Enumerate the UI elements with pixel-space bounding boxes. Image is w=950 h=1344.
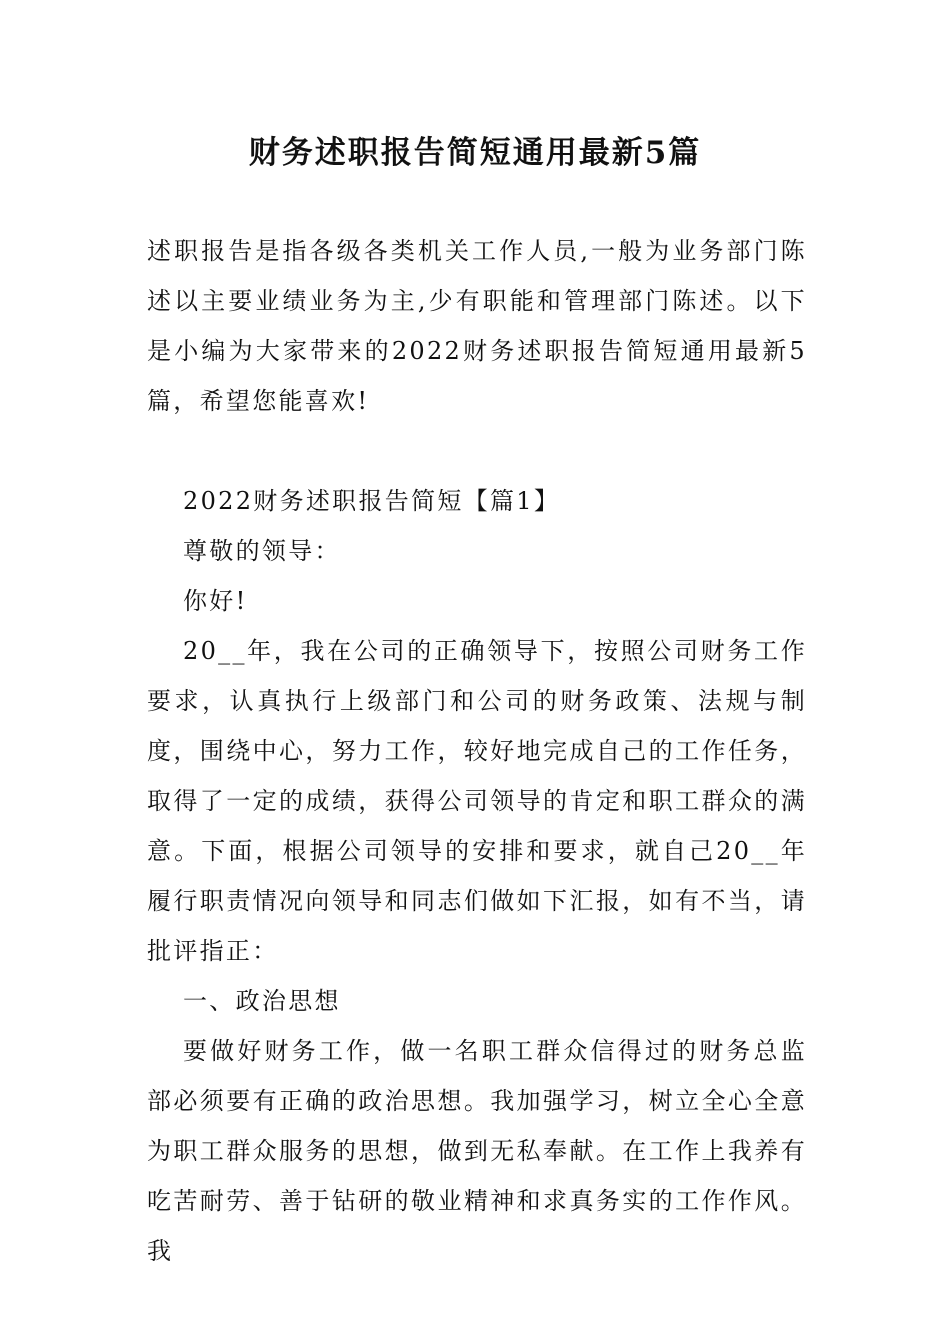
greeting: 你好!	[183, 587, 248, 615]
body-paragraph: 20__年，我在公司的正确领导下，按照公司财务工作要求，认真执行上级部门和公司的财务政策、法规与制度，围绕中心，努力工作，较好地完成自己的工作任务，取得了一定的成绩，获得公司领导的肯定和职工群众的满意。下面，根据公司领导的安排和要求，就自己20__年履行职责情况向领导和同志们做如下汇报，如有不当，请批评指正：	[147, 637, 807, 965]
intro-paragraph: 述职报告是指各级各类机关工作人员,一般为业务部门陈述以主要业绩业务为主,少有职能和管理部门陈述。以下是小编为大家带来的2022财务述职报告简短通用最新5篇，希望您能喜欢!	[147, 237, 807, 415]
salutation: 尊敬的领导：	[183, 537, 341, 565]
subsection-heading: 一、政治思想	[183, 987, 341, 1015]
document-body	[147, 226, 807, 1276]
body-paragraph: 要做好财务工作，做一名职工群众信得过的财务总监部必须要有正确的政治思想。我加强学习，树立全心全意为职工群众服务的思想，做到无私奉献。在工作上我养有吃苦耐劳、善于钻研的敬业精神和求真务实的工作作风。我	[147, 1037, 807, 1265]
document-title: 财务述职报告简短通用最新5篇	[248, 135, 702, 171]
section-heading: 2022财务述职报告简短【篇1】	[183, 487, 561, 515]
